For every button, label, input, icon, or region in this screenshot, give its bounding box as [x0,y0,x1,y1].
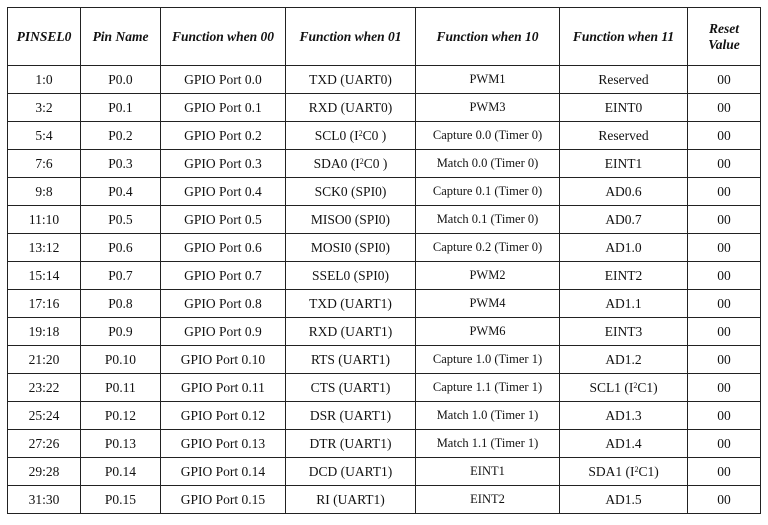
cell-function-00: GPIO Port 0.3 [161,150,286,178]
cell-reset-value: 00 [688,458,761,486]
cell-function-11: EINT1 [560,150,688,178]
cell-function-01: DCD (UART1) [286,458,416,486]
cell-function-10: Capture 0.1 (Timer 0) [416,178,560,206]
cell-function-01: RXD (UART1) [286,318,416,346]
table-row [8,262,761,290]
cell-reset-value: 00 [688,122,761,150]
cell-function-00: GPIO Port 0.11 [161,374,286,402]
cell-reset-value: 00 [688,234,761,262]
table-row [8,318,761,346]
cell-function-11: EINT0 [560,94,688,122]
cell-function-01: TXD (UART0) [286,66,416,94]
cell-function-11: SDA1 $(I^2C1)$ [560,458,688,486]
cell-function-11: AD1.4 [560,430,688,458]
cell-function-10: Capture 0.2 (Timer 0) [416,234,560,262]
cell-function-01: RTS (UART1) [286,346,416,374]
cell-function-11: SCL1 $(I^2C1)$ [560,374,688,402]
cell-pin-name: P0.12 [81,402,161,430]
cell-pinsel-bits: 25:24 [8,402,81,430]
header-function-00: Function when 00 [161,8,286,66]
header-function-11: Function when 11 [560,8,688,66]
table-row [8,206,761,234]
cell-reset-value: 00 [688,346,761,374]
cell-pin-name: P0.3 [81,150,161,178]
cell-function-11: AD1.5 [560,486,688,514]
cell-pinsel-bits: 5:4 [8,122,81,150]
pinsel0-table [7,7,761,514]
cell-function-00: GPIO Port 0.14 [161,458,286,486]
cell-function-11: Reserved [560,66,688,94]
cell-pinsel-bits: 21:20 [8,346,81,374]
cell-pinsel-bits: 31:30 [8,486,81,514]
cell-function-11: AD0.7 [560,206,688,234]
cell-pin-name: P0.11 [81,374,161,402]
table-row [8,94,761,122]
cell-function-01: RXD (UART0) [286,94,416,122]
cell-pin-name: P0.14 [81,458,161,486]
cell-reset-value: 00 [688,290,761,318]
table-row [8,430,761,458]
table-row [8,234,761,262]
cell-reset-value: 00 [688,262,761,290]
table-row [8,486,761,514]
cell-pin-name: P0.15 [81,486,161,514]
cell-function-00: GPIO Port 0.5 [161,206,286,234]
cell-pin-name: P0.10 [81,346,161,374]
cell-pinsel-bits: 19:18 [8,318,81,346]
table-row [8,290,761,318]
pinsel0-table-container [7,7,761,514]
cell-pinsel-bits: 17:16 [8,290,81,318]
cell-pin-name: P0.9 [81,318,161,346]
cell-function-00: GPIO Port 0.2 [161,122,286,150]
table-row [8,66,761,94]
cell-reset-value: 00 [688,430,761,458]
cell-reset-value: 00 [688,150,761,178]
cell-function-00: GPIO Port 0.1 [161,94,286,122]
cell-function-00: GPIO Port 0.10 [161,346,286,374]
cell-reset-value: 00 [688,66,761,94]
cell-pinsel-bits: 23:22 [8,374,81,402]
cell-function-01: SCL0 ($I^2C0$ ) [286,122,416,150]
cell-function-01: MISO0 (SPI0) [286,206,416,234]
cell-pinsel-bits: 27:26 [8,430,81,458]
table-row [8,346,761,374]
cell-pinsel-bits: 11:10 [8,206,81,234]
cell-function-00: GPIO Port 0.8 [161,290,286,318]
cell-function-10: Match 0.1 (Timer 0) [416,206,560,234]
cell-pin-name: P0.13 [81,430,161,458]
cell-function-10: Capture 0.0 (Timer 0) [416,122,560,150]
cell-function-00: GPIO Port 0.9 [161,318,286,346]
cell-function-01: MOSI0 (SPI0) [286,234,416,262]
cell-function-10: Match 0.0 (Timer 0) [416,150,560,178]
cell-pin-name: P0.5 [81,206,161,234]
header-function-01: Function when 01 [286,8,416,66]
cell-pinsel-bits: 15:14 [8,262,81,290]
cell-function-11: EINT2 [560,262,688,290]
cell-function-00: GPIO Port 0.7 [161,262,286,290]
cell-function-11: Reserved [560,122,688,150]
table-row [8,122,761,150]
cell-function-01: DSR (UART1) [286,402,416,430]
cell-function-01: DTR (UART1) [286,430,416,458]
cell-function-01: SSEL0 (SPI0) [286,262,416,290]
cell-function-10: PWM1 [416,66,560,94]
cell-function-10: Match 1.0 (Timer 1) [416,402,560,430]
header-reset-value: Reset Value [688,8,761,66]
table-row [8,150,761,178]
cell-pinsel-bits: 3:2 [8,94,81,122]
cell-function-01: RI (UART1) [286,486,416,514]
cell-function-01: TXD (UART1) [286,290,416,318]
cell-function-10: Capture 1.0 (Timer 1) [416,346,560,374]
cell-function-10: PWM3 [416,94,560,122]
table-row [8,458,761,486]
table-row [8,374,761,402]
cell-pin-name: P0.7 [81,262,161,290]
cell-pinsel-bits: 7:6 [8,150,81,178]
cell-function-11: AD1.1 [560,290,688,318]
cell-function-10: PWM6 [416,318,560,346]
cell-function-10: EINT1 [416,458,560,486]
cell-function-11: AD1.2 [560,346,688,374]
cell-function-10: EINT2 [416,486,560,514]
cell-pin-name: P0.8 [81,290,161,318]
cell-function-00: GPIO Port 0.13 [161,430,286,458]
header-pinsel0: PINSEL0 [8,8,81,66]
cell-reset-value: 00 [688,374,761,402]
cell-function-10: PWM2 [416,262,560,290]
cell-function-00: GPIO Port 0.6 [161,234,286,262]
cell-pin-name: P0.4 [81,178,161,206]
cell-pinsel-bits: 9:8 [8,178,81,206]
cell-function-10: Match 1.1 (Timer 1) [416,430,560,458]
cell-pinsel-bits: 1:0 [8,66,81,94]
cell-pinsel-bits: 29:28 [8,458,81,486]
cell-pin-name: P0.0 [81,66,161,94]
cell-reset-value: 00 [688,94,761,122]
header-row [8,8,761,66]
cell-function-00: GPIO Port 0.0 [161,66,286,94]
header-function-10: Function when 10 [416,8,560,66]
table-row [8,402,761,430]
cell-function-00: GPIO Port 0.4 [161,178,286,206]
cell-function-10: PWM4 [416,290,560,318]
cell-reset-value: 00 [688,178,761,206]
table-row [8,178,761,206]
cell-pin-name: P0.2 [81,122,161,150]
cell-reset-value: 00 [688,402,761,430]
cell-function-10: Capture 1.1 (Timer 1) [416,374,560,402]
cell-function-01: SCK0 (SPI0) [286,178,416,206]
cell-reset-value: 00 [688,486,761,514]
cell-function-01: SDA0 ($I^2C0$ ) [286,150,416,178]
header-pin-name: Pin Name [81,8,161,66]
cell-pin-name: P0.6 [81,234,161,262]
cell-function-11: AD1.3 [560,402,688,430]
cell-function-11: AD0.6 [560,178,688,206]
cell-reset-value: 00 [688,206,761,234]
cell-reset-value: 00 [688,318,761,346]
cell-pinsel-bits: 13:12 [8,234,81,262]
table-body [8,66,761,514]
cell-function-01: CTS (UART1) [286,374,416,402]
cell-function-00: GPIO Port 0.15 [161,486,286,514]
cell-pin-name: P0.1 [81,94,161,122]
cell-function-00: GPIO Port 0.12 [161,402,286,430]
cell-function-11: EINT3 [560,318,688,346]
cell-function-11: AD1.0 [560,234,688,262]
